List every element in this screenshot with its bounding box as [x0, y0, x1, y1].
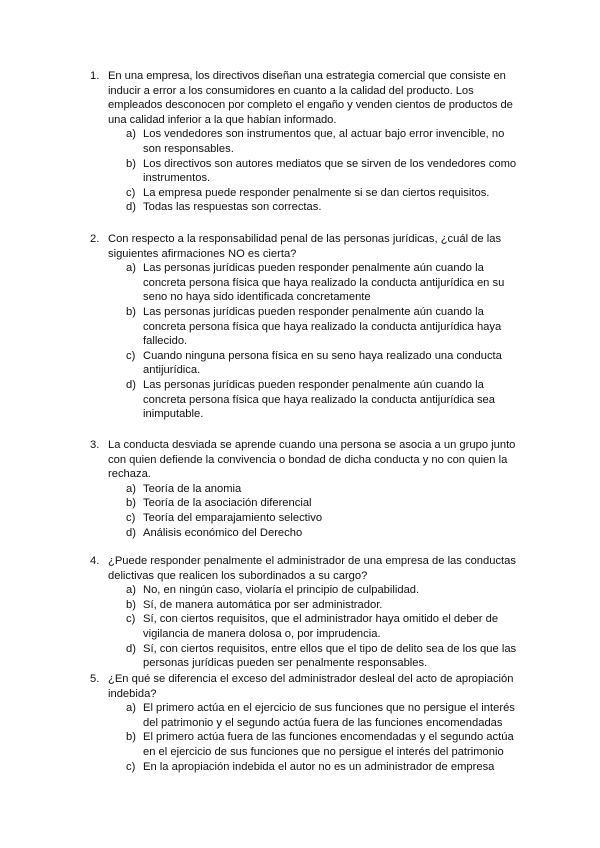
option-letter: b): [126, 731, 136, 744]
option-letter: a): [126, 262, 136, 275]
option-3d: [126, 526, 520, 541]
option-3b: [126, 496, 520, 511]
option-letter: a): [126, 584, 136, 597]
option-1c: [126, 186, 520, 201]
option-text: Sí, de manera automática por ser administrador.: [143, 598, 383, 611]
option-letter: b): [126, 598, 136, 611]
option-text: Teoría de la anomia: [143, 482, 242, 495]
option-letter: c): [126, 760, 136, 773]
question-5: [90, 672, 520, 774]
option-letter: c): [126, 186, 136, 199]
option-text: Teoría del emparajamiento selectivo: [143, 511, 323, 524]
option-letter: d): [126, 526, 136, 539]
option-letter: c): [126, 613, 136, 626]
option-4d: [126, 642, 520, 671]
option-letter: c): [126, 349, 136, 362]
option-4b: [126, 598, 520, 613]
option-letter: a): [126, 702, 136, 715]
option-letter: a): [126, 128, 136, 141]
option-letter: c): [126, 511, 136, 524]
option-1b: [126, 157, 520, 186]
option-5a: [126, 701, 520, 730]
question-3: [90, 438, 520, 540]
option-text: Las personas jurídicas pueden responder penalmente aún cuando la concreta persona física que haya realizado la conducta antijurídica haya fallecido.: [143, 305, 502, 348]
option-text: Sí, con ciertos requisitos, entre ellos que el tipo de delito sea de los que las personas jurídicas pueden ser penalmente responsables.: [143, 642, 517, 670]
option-4c: [126, 612, 520, 641]
option-letter: b): [126, 497, 136, 510]
option-text: En la apropiación indebida el autor no es un administrador de empresa: [143, 760, 495, 773]
option-letter: b): [126, 157, 136, 170]
question-1: [90, 69, 520, 215]
question-number: 2.: [90, 233, 100, 245]
option-text: Análisis económico del Derecho: [143, 526, 303, 539]
option-3a: [126, 482, 520, 497]
question-text: La conducta desviada se aprende cuando una persona se asocia a un grupo junto con quien defiende la convivencia o bondad de dicha conducta y no con quien la rechaza.: [108, 439, 516, 481]
option-text: Sí, con ciertos requisitos, que el administrador haya omitido el deber de vigilancia de manera dolosa o, por imprudencia.: [143, 613, 499, 640]
question-text: Con respecto a la responsabilidad penal de las personas jurídicas, ¿cuál de las siguientes afirmaciones NO es cierta?: [108, 233, 502, 260]
option-text: Las personas jurídicas pueden responder penalmente aún cuando la concreta persona física que haya realizado la conducta antijurídica en su seno no haya sido identificada concretamente: [143, 262, 505, 304]
option-text: La empresa puede responder penalmente si se dan ciertos requisitos.: [143, 186, 490, 199]
option-text: Teoría de la asociación diferencial: [143, 497, 312, 510]
option-letter: b): [126, 305, 136, 318]
question-text: ¿En qué se diferencia el exceso del administrador desleal del acto de apropiación indebida?: [108, 673, 514, 700]
option-text: Todas las respuestas son correctas.: [143, 201, 322, 214]
question-number: 4.: [90, 555, 100, 567]
option-2b: [126, 305, 520, 349]
option-5b: [126, 730, 520, 759]
option-text: Las personas jurídicas pueden responder penalmente aún cuando la concreta persona física que haya realizado la conducta antijurídica sea inimputable.: [143, 378, 496, 421]
option-text: El primero actúa fuera de las funciones encomendadas y el segundo actúa en el ejercicio de sus funciones que no persigue el interés del patrimonio: [143, 731, 514, 758]
question-2: [90, 232, 520, 422]
option-text: No, en ningún caso, violaría el principio de culpabilidad.: [143, 584, 420, 597]
question-number: 3.: [90, 439, 100, 451]
option-text: Los vendedores son instrumentos que, al actuar bajo error invencible, no son responsables.: [143, 128, 505, 155]
question-text: En una empresa, los directivos diseñan una estrategia comercial que consiste en inducir a error a los consumidores en cuanto a la calidad del producto. Los empleados desconocen por completo el engaño y venden cientos de productos de una calidad inferior a la que habían informado.: [108, 70, 513, 126]
option-5c: [126, 760, 520, 775]
option-letter: d): [126, 378, 136, 391]
option-2c: [126, 349, 520, 378]
option-text: Cuando ninguna persona física en su seno haya realizado una conducta antijurídica.: [143, 349, 502, 377]
question-text: ¿Puede responder penalmente el administrador de una empresa de las conductas delictivas que realicen los subordinados a su cargo?: [108, 555, 516, 582]
option-2a: [126, 261, 520, 305]
question-4: [90, 554, 520, 671]
option-letter: a): [126, 482, 136, 495]
option-1a: [126, 127, 520, 156]
option-letter: d): [126, 201, 136, 214]
question-number: 1.: [90, 70, 100, 82]
option-2d: [126, 378, 520, 422]
option-1d: [126, 200, 520, 215]
option-3c: [126, 511, 520, 526]
option-4a: [126, 583, 520, 598]
option-text: El primero actúa en el ejercicio de sus funciones que no persigue el interés del patrimonio y el segundo actúa fuera de las funciones encomendadas: [143, 702, 515, 729]
question-number: 5.: [90, 673, 100, 685]
option-text: Los directivos son autores mediatos que se sirven de los vendedores como instrumentos.: [143, 157, 517, 185]
option-letter: d): [126, 642, 136, 655]
